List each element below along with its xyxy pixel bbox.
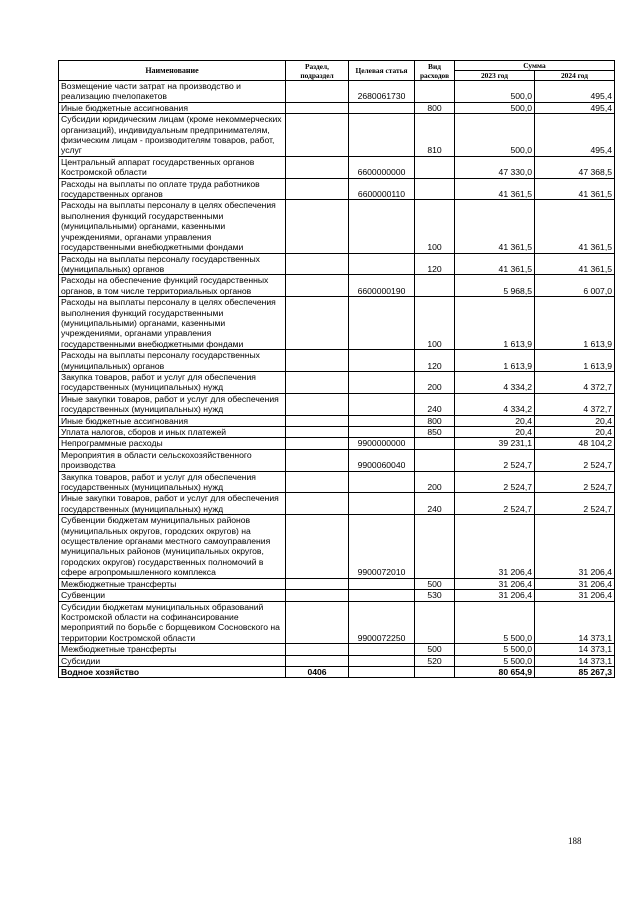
cell-target: 6600000190: [349, 275, 415, 297]
cell-name: Субсидии бюджетам муниципальных образований Костромской области на софинансирование мероприятий по борьбе с борщевиком Сосновского на территории Костромской области: [59, 601, 286, 644]
cell-2023: 500,0: [455, 102, 535, 113]
cell-2024: 14 373,1: [535, 644, 615, 655]
cell-2023: 20,4: [455, 415, 535, 426]
cell-target: 6600000110: [349, 178, 415, 200]
cell-2023: 31 206,4: [455, 515, 535, 578]
cell-name: Субвенции: [59, 590, 286, 601]
cell-section: [286, 655, 349, 666]
cell-2024: 2 524,7: [535, 471, 615, 493]
cell-2023: 5 500,0: [455, 601, 535, 644]
cell-2023: 31 206,4: [455, 578, 535, 589]
cell-name: Расходы на обеспечение функций государственных органов, в том числе территориальных органов: [59, 275, 286, 297]
cell-2023: 80 654,9: [455, 666, 535, 677]
cell-section: [286, 297, 349, 350]
table-row: [59, 102, 615, 113]
cell-name: Мероприятия в области сельскохозяйственного производства: [59, 449, 286, 471]
cell-kind: 500: [415, 644, 455, 655]
cell-target: [349, 493, 415, 515]
cell-kind: 800: [415, 415, 455, 426]
cell-2023: 4 334,2: [455, 371, 535, 393]
cell-target: [349, 427, 415, 438]
cell-name: Субвенции бюджетам муниципальных районов (муниципальных округов, городских округов) на осуществление органами местного самоуправления муниципальных районов (муниципальных округов, городских округов) государственных полномочий в сфере агропромышленного комплекса: [59, 515, 286, 578]
cell-kind: 240: [415, 393, 455, 415]
cell-target: 2680061730: [349, 81, 415, 103]
table-row: [59, 415, 615, 426]
cell-kind: 200: [415, 471, 455, 493]
cell-2024: 41 361,5: [535, 178, 615, 200]
cell-target: [349, 200, 415, 253]
cell-2024: 85 267,3: [535, 666, 615, 677]
cell-name: Расходы на выплаты по оплате труда работников государственных органов: [59, 178, 286, 200]
cell-kind: 800: [415, 102, 455, 113]
cell-section: [286, 156, 349, 178]
cell-target: 9900060040: [349, 449, 415, 471]
cell-name: Иные бюджетные ассигнования: [59, 415, 286, 426]
cell-section: [286, 275, 349, 297]
cell-name: Водное хозяйство: [59, 666, 286, 677]
cell-name: Субсидии: [59, 655, 286, 666]
cell-target: 6600000000: [349, 156, 415, 178]
budget-table-container: [58, 60, 614, 678]
cell-section: [286, 471, 349, 493]
cell-kind: 120: [415, 253, 455, 275]
cell-2024: 495,4: [535, 81, 615, 103]
cell-2023: 31 206,4: [455, 590, 535, 601]
cell-2024: 31 206,4: [535, 590, 615, 601]
table-row: [59, 471, 615, 493]
header-section: Раздел, подраздел: [286, 61, 349, 81]
header-year-2023: 2023 год: [455, 71, 535, 81]
cell-2024: 47 368,5: [535, 156, 615, 178]
cell-2024: 41 361,5: [535, 200, 615, 253]
header-target: Целевая статья: [349, 61, 415, 81]
cell-kind: [415, 601, 455, 644]
cell-2024: 31 206,4: [535, 515, 615, 578]
cell-2024: 4 372,7: [535, 393, 615, 415]
table-row: [59, 578, 615, 589]
cell-kind: 200: [415, 371, 455, 393]
cell-2024: 20,4: [535, 427, 615, 438]
cell-kind: [415, 449, 455, 471]
cell-target: [349, 644, 415, 655]
cell-2024: 2 524,7: [535, 493, 615, 515]
cell-target: [349, 253, 415, 275]
cell-name: Уплата налогов, сборов и иных платежей: [59, 427, 286, 438]
cell-name: Расходы на выплаты персоналу в целях обеспечения выполнения функций государственными (муниципальными) органами, казенными учреждениями, органами управления государственными внебюджетными фондами: [59, 200, 286, 253]
header-kind: Вид расходов: [415, 61, 455, 81]
cell-name: Закупка товаров, работ и услуг для обеспечения государственных (муниципальных) нужд: [59, 371, 286, 393]
cell-kind: [415, 438, 455, 449]
cell-target: [349, 393, 415, 415]
table-body: [59, 81, 615, 678]
cell-2024: 14 373,1: [535, 601, 615, 644]
table-row: [59, 449, 615, 471]
table-row: [59, 297, 615, 350]
cell-2023: 20,4: [455, 427, 535, 438]
table-row: [59, 666, 615, 677]
table-row: [59, 393, 615, 415]
header-sum: Сумма: [455, 61, 615, 71]
cell-section: [286, 114, 349, 157]
cell-name: Расходы на выплаты персоналу государственных (муниципальных) органов: [59, 253, 286, 275]
cell-section: [286, 427, 349, 438]
cell-2024: 495,4: [535, 114, 615, 157]
cell-section: [286, 590, 349, 601]
cell-name: Центральный аппарат государственных органов Костромской области: [59, 156, 286, 178]
cell-target: 9900072250: [349, 601, 415, 644]
cell-name: Расходы на выплаты персоналу государственных (муниципальных) органов: [59, 350, 286, 372]
table-row: [59, 156, 615, 178]
cell-section: [286, 601, 349, 644]
cell-2023: 2 524,7: [455, 449, 535, 471]
cell-2023: 2 524,7: [455, 493, 535, 515]
cell-target: [349, 371, 415, 393]
cell-name: Непрограммные расходы: [59, 438, 286, 449]
page-number: 188: [568, 836, 582, 846]
cell-2024: 41 361,5: [535, 253, 615, 275]
cell-target: [349, 471, 415, 493]
cell-2024: 1 613,9: [535, 350, 615, 372]
table-row: [59, 515, 615, 578]
cell-2023: 5 500,0: [455, 644, 535, 655]
cell-2024: 48 104,2: [535, 438, 615, 449]
table-row: [59, 427, 615, 438]
cell-section: [286, 449, 349, 471]
cell-2023: 41 361,5: [455, 200, 535, 253]
cell-name: Иные закупки товаров, работ и услуг для обеспечения государственных (муниципальных) нужд: [59, 393, 286, 415]
header-year-2024: 2024 год: [535, 71, 615, 81]
cell-kind: [415, 156, 455, 178]
table-row: [59, 371, 615, 393]
cell-section: [286, 493, 349, 515]
table-row: [59, 655, 615, 666]
cell-target: [349, 590, 415, 601]
cell-target: [349, 297, 415, 350]
cell-section: [286, 371, 349, 393]
cell-target: [349, 578, 415, 589]
cell-kind: [415, 515, 455, 578]
header-name: Наименование: [59, 61, 286, 81]
cell-2024: 6 007,0: [535, 275, 615, 297]
cell-2023: 5 968,5: [455, 275, 535, 297]
cell-target: [349, 666, 415, 677]
cell-section: [286, 350, 349, 372]
cell-kind: 100: [415, 297, 455, 350]
cell-kind: 120: [415, 350, 455, 372]
table-row: [59, 253, 615, 275]
table-header: [59, 61, 615, 81]
cell-section: [286, 178, 349, 200]
cell-section: [286, 253, 349, 275]
table-row: [59, 493, 615, 515]
cell-section: [286, 81, 349, 103]
cell-name: Межбюджетные трансферты: [59, 644, 286, 655]
table-row: [59, 275, 615, 297]
table-row: [59, 178, 615, 200]
cell-target: 9900000000: [349, 438, 415, 449]
cell-name: Субсидии юридическим лицам (кроме некоммерческих организаций), индивидуальным предпринимателям, физическим лицам - производителям товаров, работ, услуг: [59, 114, 286, 157]
cell-2023: 4 334,2: [455, 393, 535, 415]
cell-section: [286, 644, 349, 655]
table-row: [59, 644, 615, 655]
cell-section: [286, 200, 349, 253]
table-row: [59, 438, 615, 449]
cell-section: [286, 415, 349, 426]
table-row: [59, 590, 615, 601]
cell-kind: 500: [415, 578, 455, 589]
cell-target: [349, 655, 415, 666]
cell-2023: 41 361,5: [455, 253, 535, 275]
cell-name: Расходы на выплаты персоналу в целях обеспечения выполнения функций государственными (муниципальными) органами, казенными учреждениями, органами управления государственными внебюджетными фондами: [59, 297, 286, 350]
cell-kind: 810: [415, 114, 455, 157]
cell-2024: 2 524,7: [535, 449, 615, 471]
cell-2023: 39 231,1: [455, 438, 535, 449]
cell-section: [286, 102, 349, 113]
cell-kind: [415, 275, 455, 297]
cell-2024: 20,4: [535, 415, 615, 426]
cell-name: Межбюджетные трансферты: [59, 578, 286, 589]
cell-kind: 530: [415, 590, 455, 601]
cell-section: [286, 515, 349, 578]
cell-kind: [415, 81, 455, 103]
cell-kind: 850: [415, 427, 455, 438]
cell-2023: 5 500,0: [455, 655, 535, 666]
cell-section: [286, 438, 349, 449]
cell-target: [349, 415, 415, 426]
cell-2024: 4 372,7: [535, 371, 615, 393]
cell-name: Возмещение части затрат на производство и реализацию пчелопакетов: [59, 81, 286, 103]
cell-kind: [415, 178, 455, 200]
cell-2023: 500,0: [455, 114, 535, 157]
cell-name: Иные бюджетные ассигнования: [59, 102, 286, 113]
cell-kind: 520: [415, 655, 455, 666]
cell-kind: 100: [415, 200, 455, 253]
table-row: [59, 114, 615, 157]
cell-kind: 240: [415, 493, 455, 515]
cell-2023: 1 613,9: [455, 350, 535, 372]
cell-2024: 1 613,9: [535, 297, 615, 350]
cell-name: Иные закупки товаров, работ и услуг для обеспечения государственных (муниципальных) нужд: [59, 493, 286, 515]
budget-table: [58, 60, 615, 678]
cell-section: [286, 393, 349, 415]
cell-section: [286, 578, 349, 589]
cell-2024: 14 373,1: [535, 655, 615, 666]
cell-target: [349, 102, 415, 113]
cell-2023: 1 613,9: [455, 297, 535, 350]
table-row: [59, 81, 615, 103]
table-row: [59, 350, 615, 372]
cell-section: 0406: [286, 666, 349, 677]
cell-2024: 31 206,4: [535, 578, 615, 589]
cell-2023: 47 330,0: [455, 156, 535, 178]
cell-2023: 2 524,7: [455, 471, 535, 493]
cell-kind: [415, 666, 455, 677]
cell-target: [349, 114, 415, 157]
table-row: [59, 601, 615, 644]
table-row: [59, 200, 615, 253]
cell-name: Закупка товаров, работ и услуг для обеспечения государственных (муниципальных) нужд: [59, 471, 286, 493]
cell-target: [349, 350, 415, 372]
cell-2023: 41 361,5: [455, 178, 535, 200]
cell-target: 9900072010: [349, 515, 415, 578]
cell-2023: 500,0: [455, 81, 535, 103]
cell-2024: 495,4: [535, 102, 615, 113]
